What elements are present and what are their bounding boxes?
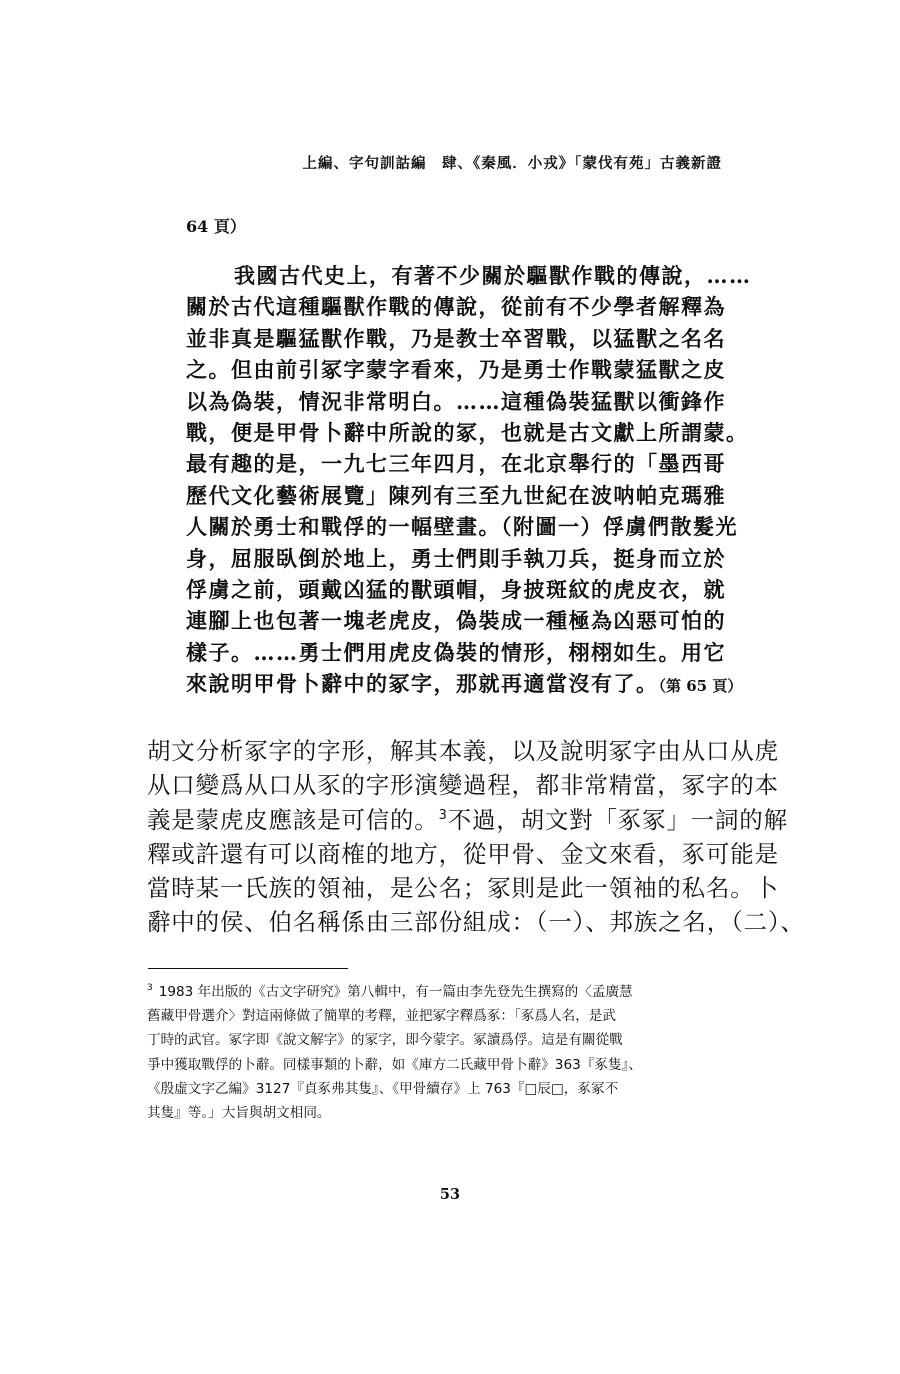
quote-line: 並非真是驅猛獸作戰，乃是教士卒習戰，以猛獸之名名: [186, 325, 726, 351]
footnote-line: [147, 980, 737, 1004]
body-paragraph: [147, 734, 805, 940]
body-line-with-note: [147, 803, 788, 837]
footnote-number: 3: [147, 983, 153, 994]
body-line: 胡文分析冢字的字形，解其本義，以及說明冢字由从口从虎: [147, 737, 779, 765]
quote-line-text: 來說明甲骨卜辭中的冢字，那就再適當沒有了。: [186, 671, 659, 697]
body-text: 義是蒙虎皮應該是可信的。: [147, 805, 439, 834]
footnote-divider: [148, 968, 348, 969]
quote-line: 我國古代史上，有著不少關於驅獸作戰的傳說，……: [234, 263, 752, 288]
quote-line: 連腳上也包著一塊老虎皮，偽裝成一種極為凶惡可怕的: [186, 608, 726, 634]
quote-line: 關於古代這種驅獸作戰的傳說，從前有不少學者解釋為: [186, 294, 726, 320]
quote-line: 最有趣的是，一九七三年四月，在北京舉行的「墨西哥: [186, 451, 726, 477]
body-line: 釋或許還有可以商榷的地方，從甲骨、金文來看，豖可能是: [147, 839, 779, 868]
body-text: 不過，胡文對「豖冢」一詞的解: [447, 805, 788, 834]
quote-line: 俘虜之前，頭戴凶猛的獸頭帽，身披斑紋的虎皮衣，就: [186, 576, 726, 602]
body-line: 辭中的侯、伯名稱係由三部份組成：（一）、邦族之名，（二）、: [147, 908, 805, 937]
footnote-line: 其隻』等。」大旨與胡文相同。: [147, 1104, 331, 1121]
quote-line: 人關於勇士和戰俘的一幅壁畫。（附圖一）俘虜們散髮光: [186, 514, 738, 540]
block-quote: [186, 260, 752, 699]
quote-continuation: 64 頁）: [186, 217, 246, 236]
footnote-text: 1983 年出版的《古文字研究》第八輯中，有一篇由李先登先生撰寫的〈孟廣慧: [158, 984, 633, 1000]
quote-line: 身，屈服臥倒於地上，勇士們則手執刀兵，挺身而立於: [186, 545, 726, 571]
quote-line-last: [186, 668, 743, 699]
quote-line: 戰，便是甲骨卜辭中所說的冢，也就是古文獻上所謂蒙。: [186, 419, 749, 445]
footnote-line: 《殷虛文字乙編》3127『貞豖弗其隻』、《甲骨續存》上 763『□辰□，豖冢不: [147, 1080, 619, 1097]
footnote-reference[interactable]: 3: [438, 807, 448, 823]
quote-line: 歷代文化藝術展覽」陳列有三至九世紀在波呐帕克瑪雅: [186, 482, 726, 508]
footnote-line: 爭中獲取戰俘的卜辭。同樣事類的卜辭，如《庫方二氏藏甲骨卜辭》363『豖隻』、: [147, 1056, 642, 1073]
body-line: 从口變爲从口从豕的字形演變過程，都非常精當，冢字的本: [147, 771, 779, 800]
quote-line: 樣子。……勇士們用虎皮偽裝的情形，栩栩如生。用它: [186, 639, 726, 665]
running-head: 上編、字句訓詁編 肆、《秦風．小戎》「蒙伐有苑」古義新證: [302, 155, 722, 172]
footnote: [147, 980, 737, 1125]
footnote-line: 舊藏甲骨選介〉對這兩條做了簡單的考釋，並把冢字釋爲豖：「豖爲人名，是武: [147, 1008, 616, 1025]
footnote-line: 丁時的武官。冢字即《說文解字》的冡字，即今蒙字。冢讀爲俘。這是有關從戰: [147, 1032, 623, 1049]
quote-citation: （第 65 頁）: [658, 677, 743, 696]
quote-line: 以為偽裝，情況非常明白。……這種偽裝猛獸以衝鋒作: [186, 388, 726, 414]
body-line: 當時某一氏族的領袖，是公名；冢則是此一領袖的私名。卜: [147, 874, 779, 903]
page-number: 53: [439, 1186, 461, 1203]
quote-line: 之。但由前引冢字蒙字看來，乃是勇士作戰蒙猛獸之皮: [186, 357, 726, 383]
